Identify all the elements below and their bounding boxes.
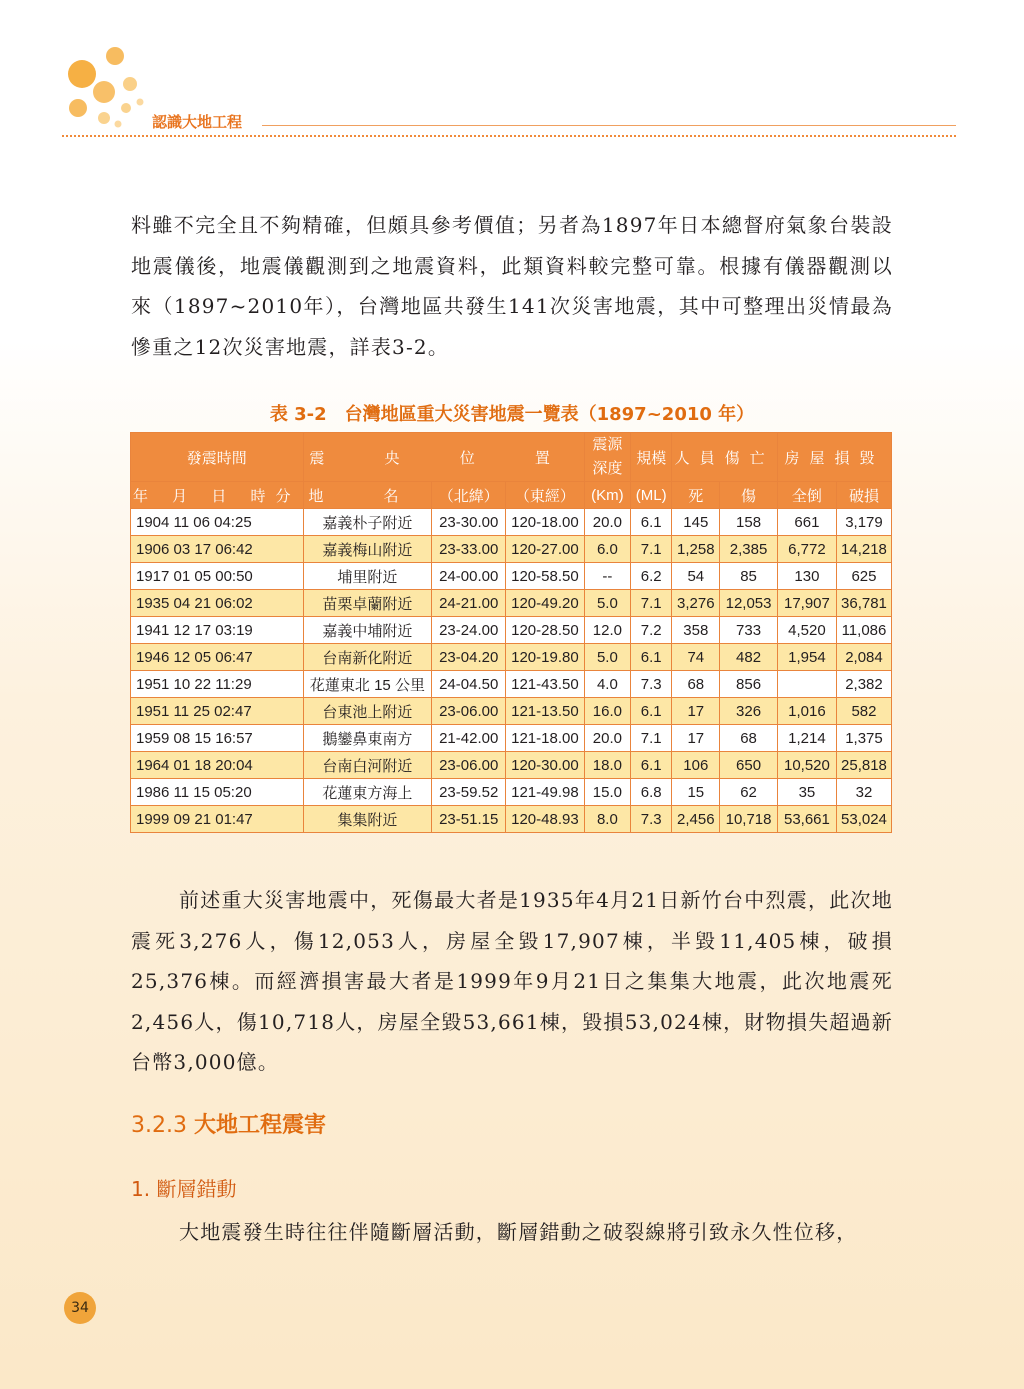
table-cell: 24-04.50	[432, 671, 506, 698]
table-cell: 7.3	[631, 671, 672, 698]
table-cell: 6.1	[631, 698, 672, 725]
table-cell: 121-43.50	[506, 671, 585, 698]
table-cell: 1917 01 05 00:50	[131, 563, 304, 590]
table-cell: 11,086	[836, 617, 891, 644]
table-cell: 20.0	[584, 725, 630, 752]
table-cell: 3,179	[836, 509, 891, 536]
table-cell: 120-48.93	[506, 806, 585, 833]
section-heading	[131, 1108, 326, 1139]
table-cell: 625	[836, 563, 891, 590]
table-cell: 24-00.00	[432, 563, 506, 590]
table-cell: 121-18.00	[506, 725, 585, 752]
table-cell: 23-06.00	[432, 752, 506, 779]
table-cell: 16.0	[584, 698, 630, 725]
table-cell: 1941 12 17 03:19	[131, 617, 304, 644]
table-cell: 14,218	[836, 536, 891, 563]
table-cell: 650	[720, 752, 778, 779]
table-cell: 856	[720, 671, 778, 698]
table-cell: 130	[777, 563, 836, 590]
table-cell: 20.0	[584, 509, 630, 536]
table-cell: 1,016	[777, 698, 836, 725]
paragraph-fault: 大地震發生時往往伴隨斷層活動，斷層錯動之破裂線將引致永久性位移，	[179, 1220, 858, 1244]
table-cell: 1946 12 05 06:47	[131, 644, 304, 671]
table-cell: 23-51.15	[432, 806, 506, 833]
table-cell: 5.0	[584, 590, 630, 617]
table-cell: 7.1	[631, 536, 672, 563]
header-ml: (ML)	[631, 482, 672, 509]
table-cell: 嘉義中埔附近	[303, 617, 432, 644]
table-cell: 582	[836, 698, 891, 725]
table-cell: 733	[720, 617, 778, 644]
header-injured: 傷	[720, 482, 778, 509]
table-cell: 23-24.00	[432, 617, 506, 644]
table-cell: 1,258	[672, 536, 720, 563]
table-cell: 106	[672, 752, 720, 779]
table-cell: 2,084	[836, 644, 891, 671]
table-cell: 1951 10 22 11:29	[131, 671, 304, 698]
header-time: 發震時間	[131, 433, 304, 482]
table-cell: --	[584, 563, 630, 590]
table-cell: 6.8	[631, 779, 672, 806]
table-cell: 5.0	[584, 644, 630, 671]
table-cell: 326	[720, 698, 778, 725]
table-cell: 1904 11 06 04:25	[131, 509, 304, 536]
table-cell: 7.1	[631, 590, 672, 617]
table-cell: 121-13.50	[506, 698, 585, 725]
table-cell: 8.0	[584, 806, 630, 833]
table-cell: 17,907	[777, 590, 836, 617]
subsection-heading: 1. 斷層錯動	[131, 1177, 237, 1201]
table-cell: 23-33.00	[432, 536, 506, 563]
table-cell: 7.1	[631, 725, 672, 752]
table-cell: 花蓮東北 15 公里	[303, 671, 432, 698]
table-cell: 24-21.00	[432, 590, 506, 617]
header-houses: 房屋損毀	[777, 433, 891, 482]
header-damaged: 破損	[836, 482, 891, 509]
table-cell: 6.1	[631, 509, 672, 536]
table-cell: 120-27.00	[506, 536, 585, 563]
table-cell: 4,520	[777, 617, 836, 644]
table-cell: 6.2	[631, 563, 672, 590]
table-cell: 23-59.52	[432, 779, 506, 806]
table-cell: 54	[672, 563, 720, 590]
table-cell: 3,276	[672, 590, 720, 617]
table-row	[131, 617, 892, 644]
paragraph-summary: 前述重大災害地震中，死傷最大者是1935年4月21日新竹台中烈震，此次地震死3,276人，傷12,053人，房屋全毀17,907棟，半毀11,405棟，破損25,376棟。而經濟損害最大者是1999年9月21日之集集大地震，此次地震死2,456人，傷10,718人，房屋全毀53,661棟，毀損53,024棟，財物損失超過新台幣3,000億。	[131, 888, 893, 1074]
header-km: (Km)	[584, 482, 630, 509]
table-cell: 121-49.98	[506, 779, 585, 806]
table-cell: 10,520	[777, 752, 836, 779]
table-cell: 鵝鑾鼻東南方	[303, 725, 432, 752]
table-cell: 25,818	[836, 752, 891, 779]
table-cell: 23-06.00	[432, 698, 506, 725]
table-cell: 1964 01 18 20:04	[131, 752, 304, 779]
table-cell: 17	[672, 698, 720, 725]
table-cell: 68	[720, 725, 778, 752]
table-row	[131, 806, 892, 833]
header-lon: （東經）	[506, 482, 585, 509]
table-cell: 18.0	[584, 752, 630, 779]
table-cell: 苗栗卓蘭附近	[303, 590, 432, 617]
table-cell: 1951 11 25 02:47	[131, 698, 304, 725]
table-row	[131, 725, 892, 752]
table-cell: 7.2	[631, 617, 672, 644]
earthquake-table	[130, 432, 892, 833]
table-cell: 1906 03 17 06:42	[131, 536, 304, 563]
table-cell: 158	[720, 509, 778, 536]
table-row	[131, 536, 892, 563]
table-cell: 6,772	[777, 536, 836, 563]
header-place: 地 名	[303, 482, 432, 509]
paragraph-intro: 料雖不完全且不夠精確，但頗具參考價值；另者為1897年日本總督府氣象台裝設地震儀後，地震儀觀測到之地震資料，此類資料較完整可靠。根據有儀器觀測以來（1897~2010年），台灣地區共發生141次災害地震，其中可整理出災情最為慘重之12次災害地震，詳表3-2。	[131, 213, 893, 359]
table-cell: 74	[672, 644, 720, 671]
table-cell: 6.0	[584, 536, 630, 563]
table-cell: 1986 11 15 05:20	[131, 779, 304, 806]
running-header-title: 認識大地工程	[152, 113, 243, 131]
table-cell: 台東池上附近	[303, 698, 432, 725]
page-number: 34	[64, 1292, 96, 1324]
table-row	[131, 779, 892, 806]
header-date: 年 月 日 時分	[131, 482, 304, 509]
table-cell: 120-30.00	[506, 752, 585, 779]
table-cell: 21-42.00	[432, 725, 506, 752]
table-cell: 2,385	[720, 536, 778, 563]
header-casualties: 人員傷亡	[672, 433, 778, 482]
table-cell: 85	[720, 563, 778, 590]
table-cell: 145	[672, 509, 720, 536]
table-row	[131, 590, 892, 617]
table-cell: 23-04.20	[432, 644, 506, 671]
table-row	[131, 671, 892, 698]
table-row	[131, 752, 892, 779]
table-cell: 120-19.80	[506, 644, 585, 671]
table-cell: 4.0	[584, 671, 630, 698]
table-cell: 台南新化附近	[303, 644, 432, 671]
table-cell: 12,053	[720, 590, 778, 617]
table-row	[131, 644, 892, 671]
table-cell: 1935 04 21 06:02	[131, 590, 304, 617]
table-cell: 35	[777, 779, 836, 806]
table-row	[131, 698, 892, 725]
table-cell: 53,024	[836, 806, 891, 833]
table-cell: 120-49.20	[506, 590, 585, 617]
header-dead: 死	[672, 482, 720, 509]
table-cell: 嘉義朴子附近	[303, 509, 432, 536]
table-cell: 32	[836, 779, 891, 806]
table-cell: 7.3	[631, 806, 672, 833]
table-cell: 2,456	[672, 806, 720, 833]
table-cell: 1,214	[777, 725, 836, 752]
table-body	[131, 509, 892, 833]
header-collapsed: 全倒	[777, 482, 836, 509]
table-cell: 36,781	[836, 590, 891, 617]
header-epicenter: 震 央 位 置	[303, 433, 584, 482]
table-cell: 1,375	[836, 725, 891, 752]
table-cell: 花蓮東方海上	[303, 779, 432, 806]
table-cell: 661	[777, 509, 836, 536]
header-lat: （北緯）	[432, 482, 506, 509]
table-cell: 集集附近	[303, 806, 432, 833]
table-row	[131, 509, 892, 536]
table-cell: 台南白河附近	[303, 752, 432, 779]
table-cell: 埔里附近	[303, 563, 432, 590]
table-cell: 53,661	[777, 806, 836, 833]
table-cell: 23-30.00	[432, 509, 506, 536]
header-depth: 震源深度	[584, 433, 630, 482]
table-cell: 12.0	[584, 617, 630, 644]
table-cell: 68	[672, 671, 720, 698]
header-rule	[262, 125, 956, 126]
table-cell: 62	[720, 779, 778, 806]
table-cell	[777, 671, 836, 698]
table-cell: 120-58.50	[506, 563, 585, 590]
table-cell: 17	[672, 725, 720, 752]
table-cell: 482	[720, 644, 778, 671]
decorative-dots-logo	[60, 40, 160, 130]
table-row	[131, 563, 892, 590]
table-caption: 表 3-2 台灣地區重大災害地震一覽表（1897~2010 年）	[269, 404, 755, 425]
table-cell: 120-28.50	[506, 617, 585, 644]
section-number: 3.2.3	[131, 1113, 187, 1138]
table-cell: 15	[672, 779, 720, 806]
table-cell: 358	[672, 617, 720, 644]
table-cell: 15.0	[584, 779, 630, 806]
table-cell: 嘉義梅山附近	[303, 536, 432, 563]
header-dotted-rule	[62, 135, 956, 137]
section-title: 大地工程震害	[193, 1113, 326, 1138]
table-cell: 120-18.00	[506, 509, 585, 536]
table-cell: 2,382	[836, 671, 891, 698]
table-cell: 6.1	[631, 644, 672, 671]
table-cell: 6.1	[631, 752, 672, 779]
table-cell: 1999 09 21 01:47	[131, 806, 304, 833]
table-cell: 10,718	[720, 806, 778, 833]
table-cell: 1959 08 15 16:57	[131, 725, 304, 752]
table-cell: 1,954	[777, 644, 836, 671]
header-magnitude: 規模	[631, 433, 672, 482]
